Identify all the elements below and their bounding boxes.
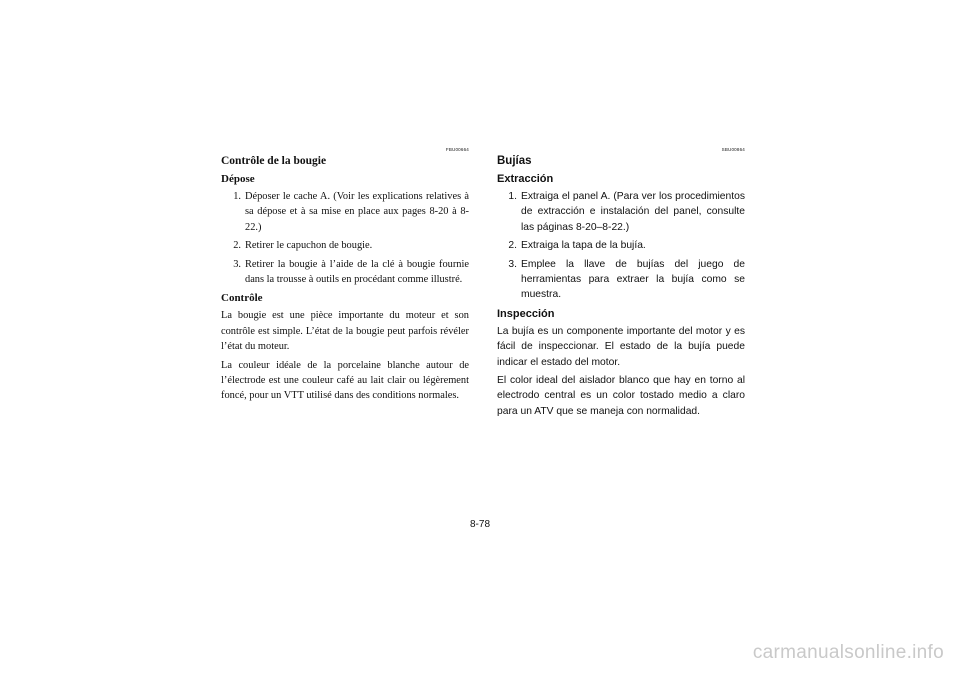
- step-text: Extraiga la tapa de la bujía.: [521, 240, 646, 252]
- step-number: 3.: [233, 258, 241, 270]
- inspection-heading: Contrôle: [221, 292, 263, 305]
- watermark-text: carmanualsonline.info: [752, 642, 944, 663]
- inspection-paragraph: La couleur idéale de la porcelaine blanche autour de l’électrode est une couleur café au lait clair ou légèrement foncé, pour un VTT utilisé dans des conditions normales.: [221, 359, 469, 402]
- step-number: 1.: [508, 191, 517, 202]
- step-number: 1.: [233, 191, 241, 202]
- step-item: [221, 257, 469, 288]
- step-item: [497, 238, 745, 253]
- step-item: [221, 238, 469, 253]
- step-text: Déposer le cache A. (Voir les explications relatives à sa dépose et à sa mise en place aux pages 8-20 à 8-22.): [245, 191, 469, 233]
- removal-steps: [221, 189, 469, 287]
- step-item: [497, 257, 745, 303]
- section-code: SBU00864: [721, 147, 745, 152]
- step-item: [497, 189, 745, 235]
- step-number: 3.: [508, 258, 517, 270]
- section-title: Bujías: [497, 155, 532, 167]
- removal-heading: Dépose: [221, 173, 255, 185]
- spanish-column: [497, 146, 745, 422]
- step-number: 2.: [233, 240, 241, 252]
- removal-heading: Extracción: [497, 173, 554, 185]
- section-title: Contrôle de la bougie: [221, 155, 327, 167]
- step-text: Emplee la llave de bujías del juego de herramientas para extraer la bujía como se muestra.: [521, 258, 745, 301]
- french-column: [221, 146, 469, 407]
- removal-steps: [497, 189, 745, 303]
- step-text: Retirer la bougie à l’aide de la clé à bougie fournie dans la trousse à outils en procédant comme illustré.: [245, 258, 469, 286]
- section-code: FBU00664: [445, 147, 469, 152]
- inspection-heading: Inspección: [497, 307, 555, 320]
- step-number: 2.: [508, 240, 517, 252]
- step-item: [221, 189, 469, 235]
- step-text: Retirer le capuchon de bougie.: [245, 240, 373, 252]
- inspection-paragraph: La bujía es un componente importante del motor y es fácil de inspeccionar. El estado de la bujía puede indicar el estado del motor.: [497, 325, 745, 368]
- inspection-paragraph: La bougie est une pièce importante du moteur et son contrôle est simple. L’état de la bougie peut parfois révéler l’état du moteur.: [221, 310, 469, 353]
- page-number: 8-78: [469, 519, 490, 530]
- step-text: Extraiga el panel A. (Para ver los procedimientos de extracción e instalación del panel, consulte las páginas 8-20–8-22.): [521, 191, 745, 233]
- inspection-paragraph: El color ideal del aislador blanco que hay en torno al electrodo central es un color tostado medio a claro para un ATV que se maneja con normalidad.: [497, 375, 745, 417]
